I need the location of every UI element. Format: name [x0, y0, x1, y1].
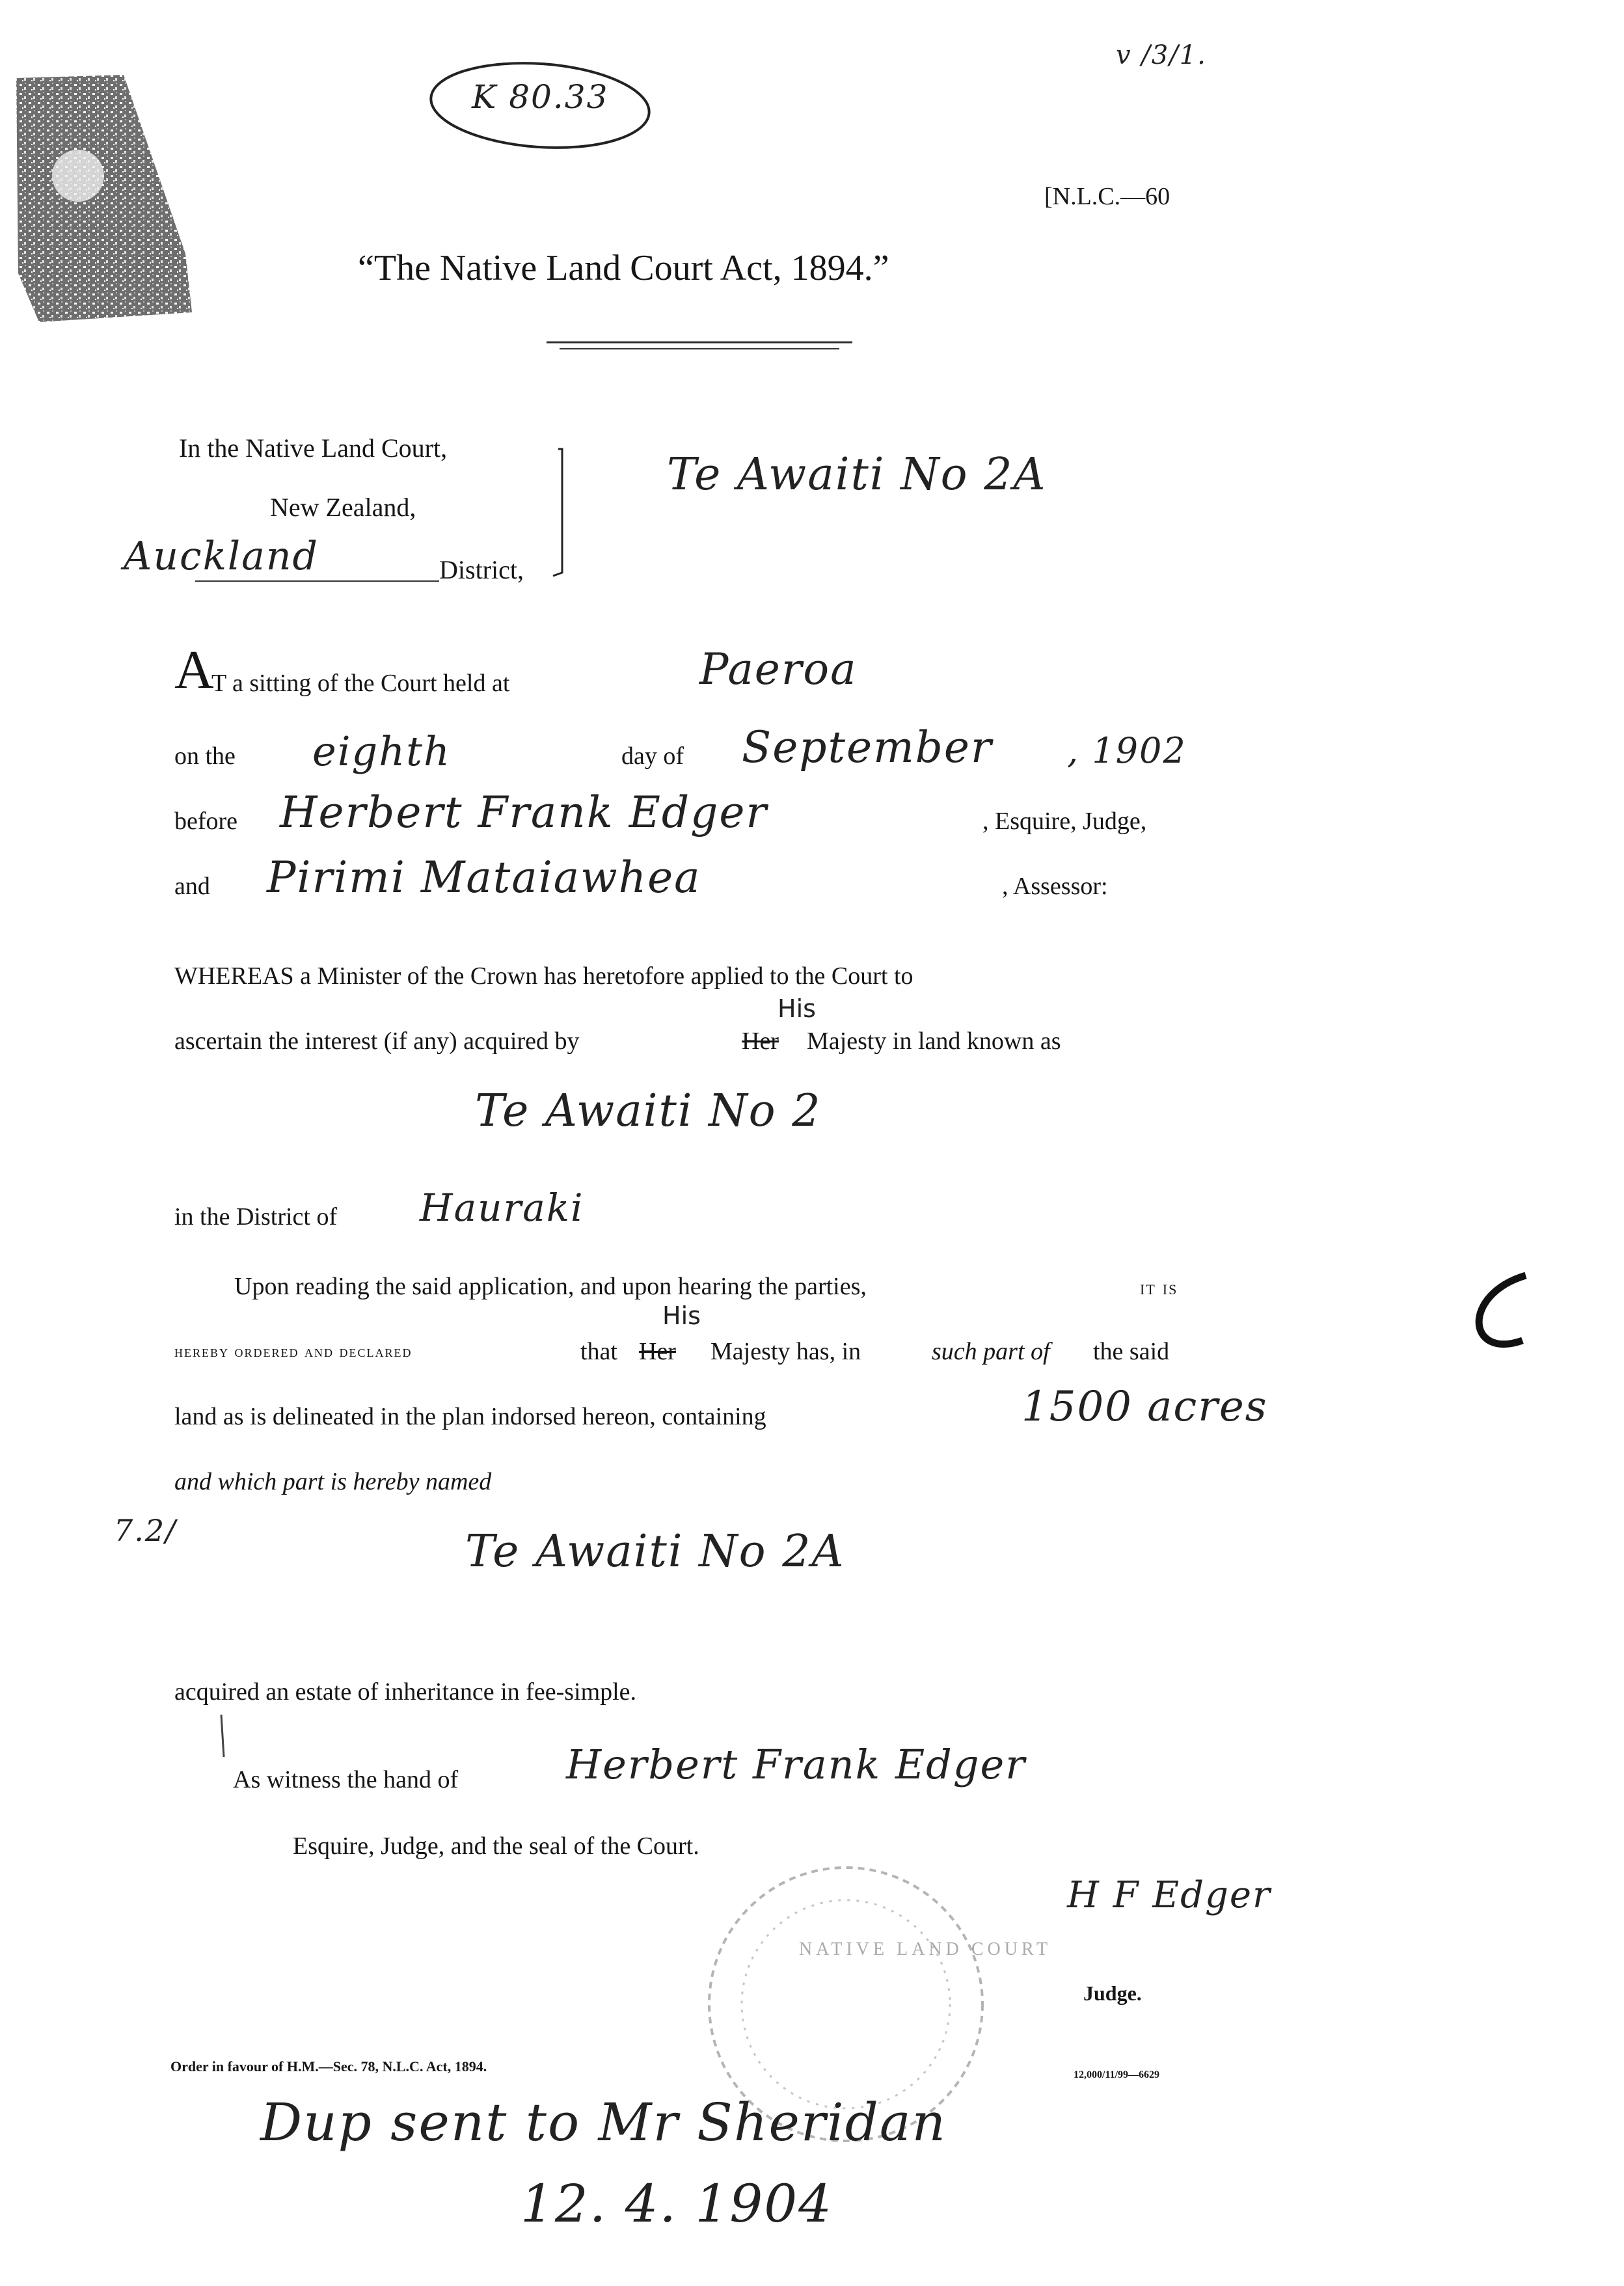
such-part-of: such part of: [932, 1338, 1050, 1365]
margin-note: 7.2/: [114, 1513, 177, 1548]
day-of-label: day of: [621, 742, 684, 770]
month-value: September: [742, 722, 993, 772]
estate-line: acquired an estate of inheritance in fee-simple.: [174, 1678, 637, 1706]
it-is: it is: [1140, 1275, 1178, 1299]
file-ref-label: K 80.33: [472, 78, 609, 116]
court-line-2: New Zealand,: [270, 493, 416, 522]
footer-right: 12,000/11/99—6629: [1074, 2069, 1160, 2080]
acres-value: 1500 acres: [1022, 1383, 1268, 1431]
on-the-label: on the: [174, 742, 236, 770]
assessor-label: , Assessor:: [1002, 873, 1108, 900]
block-name: Te Awaiti No 2A: [667, 449, 1047, 500]
esquire-judge-label: , Esquire, Judge,: [982, 808, 1147, 835]
inserted-his-2: His: [662, 1301, 701, 1330]
inserted-his-1: His: [778, 994, 816, 1023]
day-value: eighth: [312, 728, 451, 775]
drop-cap: A: [174, 640, 214, 700]
scan-crescent: [1479, 1275, 1526, 1344]
judge-signature: H F Edger: [1067, 1874, 1271, 1916]
struck-her-2: Her: [639, 1338, 676, 1365]
witness-line-2: Esquire, Judge, and the seal of the Court.: [293, 1832, 699, 1860]
judge-name: Herbert Frank Edger: [280, 787, 768, 837]
assessor-name: Pirimi Mataiawhea: [267, 852, 701, 903]
the-said: the said: [1093, 1338, 1170, 1365]
whereas-line-2a: ascertain the interest (if any) acquired by: [174, 1027, 580, 1055]
witness-lead: As witness the hand of: [233, 1766, 459, 1793]
endorsement-line-1: Dup sent to Mr Sheridan: [260, 2092, 947, 2153]
year-value: , 1902: [1067, 730, 1187, 771]
hereby-ordered: hereby ordered and declared: [174, 1342, 413, 1361]
court-line-1: In the Native Land Court,: [179, 433, 448, 463]
document-title: “The Native Land Court Act, 1894.”: [358, 248, 889, 288]
whereas-line-1: WHEREAS a Minister of the Crown has heretofore applied to the Court to: [174, 962, 914, 990]
court-bracket: [553, 449, 562, 576]
order-line-1: Upon reading the said application, and upon hearing the parties,: [234, 1273, 867, 1300]
order-line-3: land as is delineated in the plan indorsed hereon, containing: [174, 1403, 766, 1430]
part-name: Te Awaiti No 2A: [465, 1526, 845, 1577]
whereas-line-2b: Majesty in land known as: [807, 1027, 1061, 1055]
before-label: before: [174, 808, 238, 835]
majesty-has: Majesty has, in: [710, 1338, 861, 1365]
judge-label: Judge.: [1083, 1981, 1142, 2005]
form-code: [N.L.C.—60: [1044, 183, 1171, 210]
district-hauraki: Hauraki: [420, 1186, 584, 1230]
endorsement-line-2: 12. 4. 1904: [521, 2173, 833, 2234]
seal-text: NATIVE LAND COURT: [799, 1939, 1052, 1959]
that-label: that: [580, 1338, 617, 1365]
and-label: and: [174, 873, 210, 900]
district-value: Auckland: [124, 534, 319, 579]
hereby-named: and which part is hereby named: [174, 1468, 492, 1495]
sitting-lead: T a sitting of the Court held at: [211, 670, 510, 697]
struck-her-1: Her: [742, 1027, 779, 1055]
scan-speckle-patch: [16, 75, 192, 322]
sitting-place: Paeroa: [699, 644, 858, 694]
land-name: Te Awaiti No 2: [475, 1085, 822, 1137]
district-lead: in the District of: [174, 1203, 338, 1231]
footer-left: Order in favour of H.M.—Sec. 78, N.L.C. Act, 1894.: [170, 2058, 487, 2075]
witness-name: Herbert Frank Edger: [566, 1741, 1026, 1788]
district-label: District,: [439, 555, 524, 584]
corner-mark: v /3/1.: [1116, 40, 1207, 70]
